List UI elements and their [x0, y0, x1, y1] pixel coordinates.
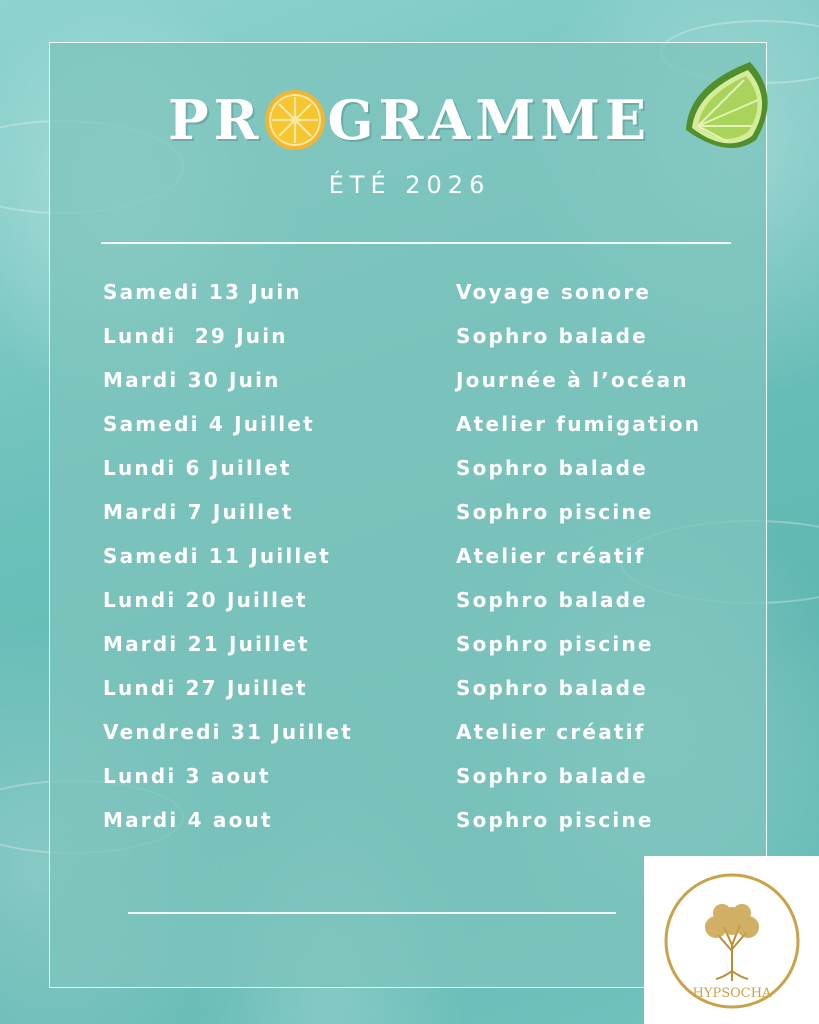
schedule-date: Mardi 30 Juin: [103, 368, 281, 392]
schedule-activity: Journée à l’océan: [456, 368, 689, 392]
schedule-activity: Atelier créatif: [456, 720, 646, 744]
schedule-date: Mardi 4 aout: [103, 808, 273, 832]
schedule-date: Mardi 7 Juillet: [103, 500, 294, 524]
page-subtitle: ÉTÉ 2026: [328, 171, 491, 199]
schedule-date: Lundi 3 aout: [103, 764, 271, 788]
schedule-row: [103, 534, 763, 578]
schedule-activity: Atelier créatif: [456, 544, 646, 568]
schedule-activity: Sophro piscine: [456, 500, 654, 524]
logo-text: HYPSOCHA: [692, 986, 772, 1001]
schedule-activity: Sophro balade: [456, 764, 648, 788]
schedule-date: Lundi 29 Juin: [103, 324, 288, 348]
schedule-activity: Sophro piscine: [456, 632, 654, 656]
schedule-date: Samedi 4 Juillet: [103, 412, 315, 436]
schedule-row: [103, 490, 763, 534]
schedule-activity: Atelier fumigation: [456, 412, 702, 436]
schedule-date: Lundi 6 Juillet: [103, 456, 292, 480]
schedule-row: [103, 446, 763, 490]
schedule-row: [103, 578, 763, 622]
schedule-list: [103, 270, 763, 842]
schedule-activity: Sophro balade: [456, 676, 648, 700]
schedule-row: [103, 270, 763, 314]
schedule-activity: Voyage sonore: [456, 280, 652, 304]
bottom-divider: [128, 912, 616, 914]
lemon-slice-icon: [263, 88, 327, 152]
schedule-activity: Sophro balade: [456, 588, 648, 612]
lime-wedge-icon: [678, 56, 780, 160]
schedule-date: Samedi 13 Juin: [103, 280, 302, 304]
schedule-activity: Sophro balade: [456, 456, 648, 480]
schedule-date: Vendredi 31 Juillet: [103, 720, 354, 744]
schedule-row: [103, 314, 763, 358]
schedule-date: Mardi 21 Juillet: [103, 632, 310, 656]
schedule-row: [103, 666, 763, 710]
title-start: PR: [167, 88, 264, 152]
logo-box: [644, 856, 819, 1024]
schedule-date: Lundi 20 Juillet: [103, 588, 308, 612]
top-divider: [101, 242, 731, 244]
schedule-row: [103, 754, 763, 798]
schedule-date: Lundi 27 Juillet: [103, 676, 308, 700]
schedule-row: [103, 402, 763, 446]
schedule-activity: Sophro piscine: [456, 808, 654, 832]
schedule-activity: Sophro balade: [456, 324, 648, 348]
schedule-row: [103, 710, 763, 754]
hypsocha-logo: [662, 871, 802, 1011]
title-end: GRAMME: [327, 88, 652, 152]
schedule-row: [103, 622, 763, 666]
schedule-row: [103, 798, 763, 842]
schedule-row: [103, 358, 763, 402]
schedule-date: Samedi 11 Juillet: [103, 544, 332, 568]
